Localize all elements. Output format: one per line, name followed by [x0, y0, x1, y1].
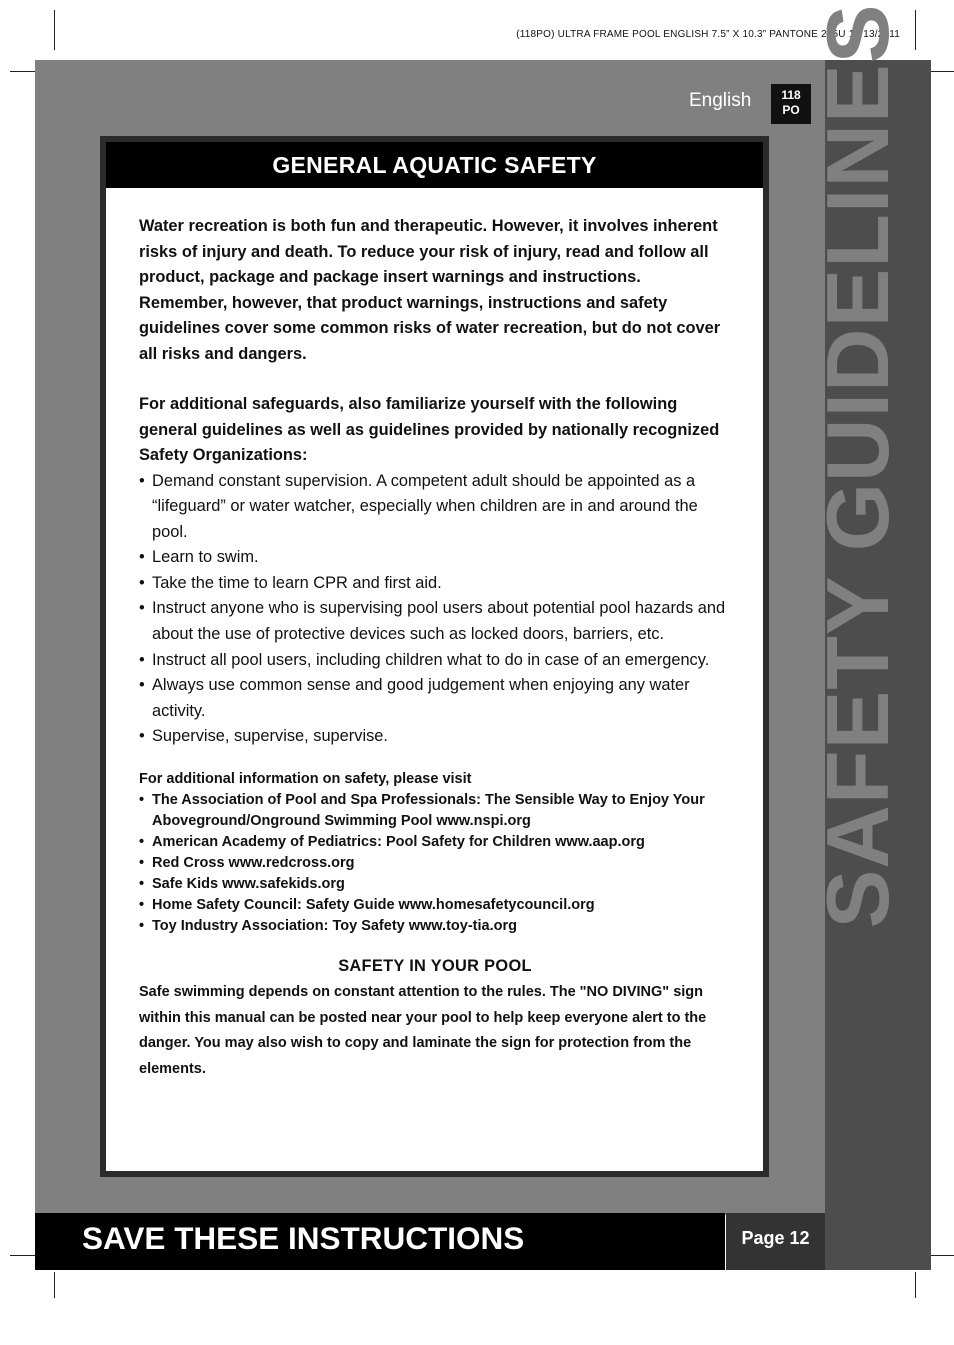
safeguards-paragraph: For additional safeguards, also familiarize yourself with the following general guidelines as well as guidelines provided by nationally recognized Safety Organizations: [139, 395, 720, 464]
section-vertical-title: SAFETY GUIDELINES [808, 3, 907, 929]
panel-title: GENERAL AQUATIC SAFETY [106, 142, 763, 188]
info-heading: For additional information on safety, please visit [139, 771, 472, 788]
list-item: • Red Cross www.redcross.org [139, 853, 731, 874]
page-number: Page 12 [726, 1213, 825, 1270]
footer-title: SAVE THESE INSTRUCTIONS [82, 1220, 525, 1256]
list-item: • Demand constant supervision. A competent adult should be appointed as a “lifeguard” or water watcher, especially when children are in and around the pool. [139, 469, 731, 546]
crop-mark [915, 10, 916, 50]
print-header-note: (118PO) ULTRA FRAME POOL ENGLISH 7.5” X 10.3” PANTONE 295U 10/13/2011 [516, 29, 900, 40]
list-item: • The Association of Pool and Spa Professionals: The Sensible Way to Enjoy Your Aboveground/Onground Swimming Pool www.nspi.org [139, 790, 731, 832]
crop-mark [10, 1255, 38, 1256]
panel-content [139, 214, 731, 1082]
pool-safety-paragraph: Safe swimming depends on constant attention to the rules. The "NO DIVING" sign within this manual can be posted near your pool to help keep everyone alert to the danger. You may also wish to copy and laminate the sign for protection from the elements. [139, 984, 707, 1077]
safety-panel-body [106, 142, 763, 1171]
list-item: • Always use common sense and good judgement when enjoying any water activity. [139, 673, 731, 724]
list-item: • Toy Industry Association: Toy Safety www.toy-tia.org [139, 916, 731, 937]
crop-mark [54, 1272, 55, 1298]
list-item: • American Academy of Pediatrics: Pool Safety for Children www.aap.org [139, 832, 731, 853]
crop-mark [54, 10, 55, 50]
list-item: • Home Safety Council: Safety Guide www.homesafetycouncil.org [139, 895, 731, 916]
list-item: • Learn to swim. [139, 545, 731, 571]
model-code-line2: PO [782, 103, 800, 117]
list-item: • Instruct all pool users, including children what to do in case of an emergency. [139, 648, 731, 674]
pool-safety-heading: SAFETY IN YOUR POOL [338, 957, 532, 976]
info-list [139, 790, 731, 937]
list-item: • Instruct anyone who is supervising pool users about potential pool hazards and about the use of protective devices such as locked doors, barriers, etc. [139, 596, 731, 647]
list-item: • Safe Kids www.safekids.org [139, 874, 731, 895]
footer-banner [35, 1213, 725, 1270]
guideline-list [139, 469, 731, 751]
language-label: English [689, 90, 752, 111]
safety-panel [100, 136, 769, 1177]
list-item: • Take the time to learn CPR and first aid. [139, 571, 731, 597]
model-code-line1: 118 [781, 88, 801, 102]
crop-mark [915, 1272, 916, 1298]
model-code-badge [771, 84, 811, 124]
intro-paragraph: Water recreation is both fun and therapeutic. However, it involves inherent risks of injury and death. To reduce your risk of injury, read and follow all product, package and package insert warnings and instructions. Remember, however, that product warnings, instructions and safety guidelines cover some common risks of water recreation, but do not cover all risks and dangers. [139, 217, 721, 363]
list-item: • Supervise, supervise, supervise. [139, 724, 731, 750]
